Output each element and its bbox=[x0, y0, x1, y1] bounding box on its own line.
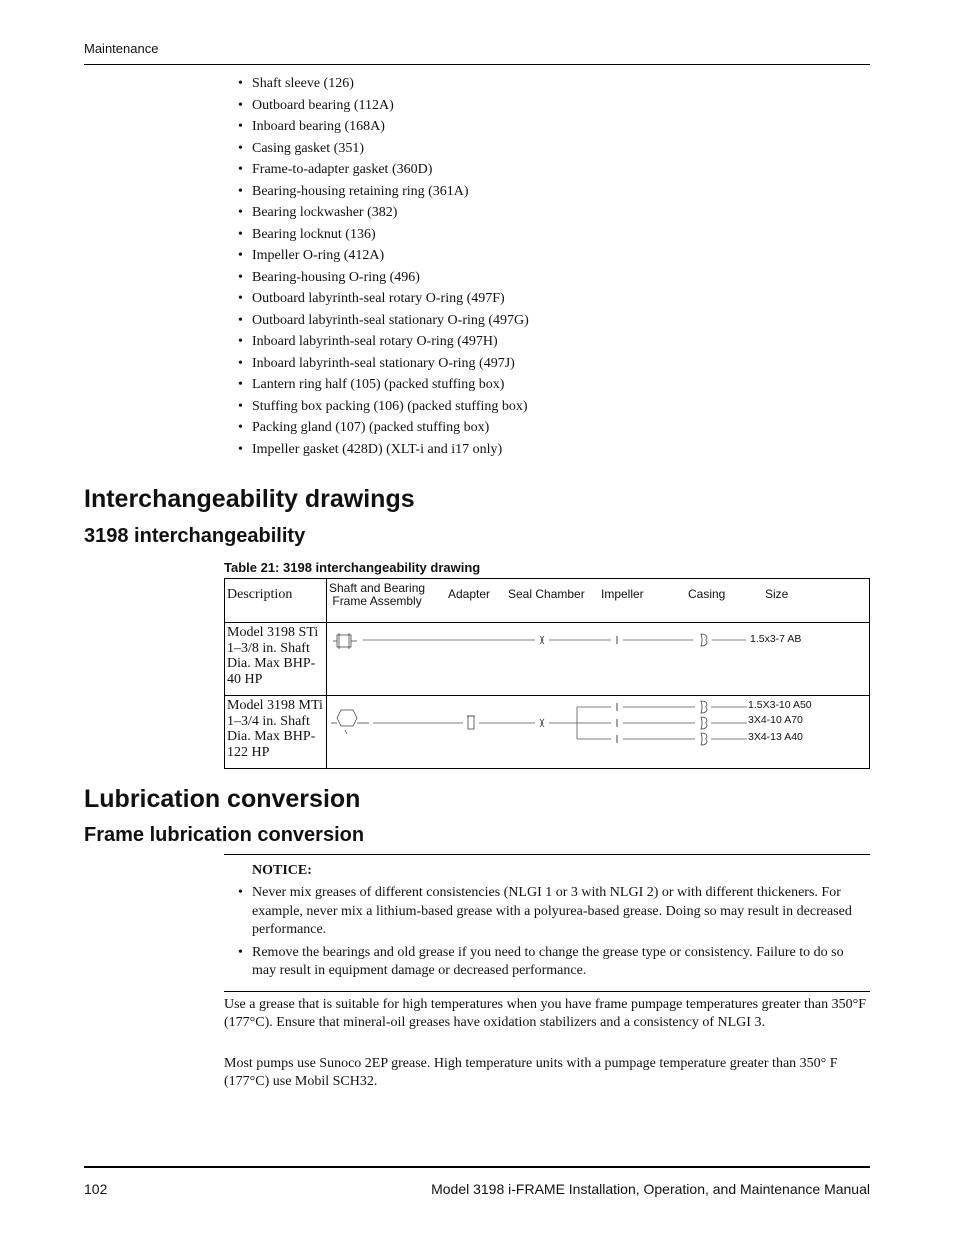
list-item: • Packing gland (107) (packed stuffing box) bbox=[238, 417, 529, 439]
connector-line bbox=[711, 707, 747, 739]
list-item: • Inboard bearing (168A) bbox=[238, 116, 529, 138]
header-rule bbox=[84, 64, 870, 65]
list-item: • Impeller O-ring (412A) bbox=[238, 245, 529, 267]
list-item: • Impeller gasket (428D) (XLT-i and i17 only) bbox=[238, 439, 529, 461]
header-components bbox=[327, 579, 870, 623]
size-label: 3X4-13 A40 bbox=[748, 731, 803, 743]
list-item: • Bearing-housing O-ring (496) bbox=[238, 267, 529, 289]
footer-rule bbox=[84, 1166, 870, 1168]
subsection-title-frame-lubrication: Frame lubrication conversion bbox=[84, 824, 365, 846]
section-title-interchangeability: Interchangeability drawings bbox=[84, 485, 415, 513]
notice-rule-bottom bbox=[224, 991, 870, 992]
list-item: • Outboard labyrinth-seal stationary O-ring (497G) bbox=[238, 310, 529, 332]
body-paragraph: Most pumps use Sunoco 2EP grease. High temperature units with a pumpage temperature greater than 350° F (177°C) use Mobil SCH32. bbox=[224, 1056, 838, 1090]
notice-item: • Never mix greases of different consistencies (NLGI 1 or 3 with NLGI 2) or with different thickeners. For example, never mix a lithium-based grease with a polyurea-based grease. Doing so may result in decreased performance. bbox=[238, 884, 870, 940]
section-title-lubrication: Lubrication conversion bbox=[84, 785, 361, 813]
table-row bbox=[225, 696, 870, 769]
size-label: 1.5x3-7 AB bbox=[750, 633, 802, 645]
list-item: • Outboard labyrinth-seal rotary O-ring (497F) bbox=[238, 288, 529, 310]
table-row bbox=[225, 623, 870, 696]
size-label: 3X4-10 A70 bbox=[748, 714, 803, 726]
branch-lines bbox=[577, 707, 611, 739]
notice-list bbox=[238, 884, 870, 985]
table-caption: Table 21: 3198 interchangeability drawing bbox=[224, 560, 481, 575]
header-impeller: Impeller bbox=[601, 587, 644, 601]
list-item: • Inboard labyrinth-seal rotary O-ring (497H) bbox=[238, 331, 529, 353]
connector-line bbox=[623, 707, 695, 739]
parts-list bbox=[238, 73, 529, 460]
running-header: Maintenance bbox=[84, 41, 159, 56]
casing-icon bbox=[701, 701, 707, 745]
list-item: • Inboard labyrinth-seal stationary O-ring (497J) bbox=[238, 353, 529, 375]
list-item: • Frame-to-adapter gasket (360D) bbox=[238, 159, 529, 181]
seal-chamber-icon bbox=[540, 636, 544, 644]
adapter-icon bbox=[467, 716, 475, 729]
size-label: 1.5X3-10 A50 bbox=[748, 699, 812, 711]
list-item: • Lantern ring half (105) (packed stuffing box) bbox=[238, 374, 529, 396]
frame-assembly-icon bbox=[333, 633, 357, 649]
list-item: • Casing gasket (351) bbox=[238, 138, 529, 160]
header-adapter: Adapter bbox=[448, 587, 491, 601]
subsection-title-3198: 3198 interchangeability bbox=[84, 525, 306, 547]
list-item: • Shaft sleeve (126) bbox=[238, 73, 529, 95]
list-item: • Bearing locknut (136) bbox=[238, 224, 529, 246]
header-casing: Casing bbox=[688, 587, 726, 601]
notice-item: • Remove the bearings and old grease if you need to change the grease type or consistency. Failure to do so may result in equipment damage or decreased performance. bbox=[238, 944, 870, 981]
drawing-sti bbox=[327, 623, 870, 696]
row-description-mti: Model 3198 MTi 1–3/4 in. Shaft Dia. Max BHP-122 HP bbox=[225, 696, 327, 769]
list-item: • Outboard bearing (112A) bbox=[238, 95, 529, 117]
header-size: Size bbox=[765, 587, 789, 601]
notice-label: NOTICE: bbox=[252, 863, 312, 878]
list-item: • Bearing-housing retaining ring (361A) bbox=[238, 181, 529, 203]
notice-rule-top bbox=[224, 854, 870, 855]
list-item: • Stuffing box packing (106) (packed stuffing box) bbox=[238, 396, 529, 418]
row-description-sti: Model 3198 STi 1–3/8 in. Shaft Dia. Max BHP-40 HP bbox=[225, 623, 327, 696]
casing-icon bbox=[701, 634, 707, 646]
header-description: Description bbox=[225, 579, 327, 623]
list-item: • Bearing lockwasher (382) bbox=[238, 202, 529, 224]
interchangeability-table bbox=[224, 578, 870, 769]
manual-title: Model 3198 i-FRAME Installation, Operation, and Maintenance Manual bbox=[431, 1181, 870, 1197]
drawing-mti bbox=[327, 696, 870, 769]
header-seal-chamber: Seal Chamber bbox=[508, 587, 585, 601]
page-number: 102 bbox=[84, 1181, 108, 1197]
frame-assembly-icon bbox=[331, 710, 369, 734]
seal-chamber-icon bbox=[540, 719, 544, 727]
table-header-row bbox=[225, 579, 870, 623]
body-paragraph: Use a grease that is suitable for high temperatures when you have frame pumpage temperatures greater than 350°F (177°C). Ensure that mineral-oil greases have oxidation stabilizers and a consistency of NLGI 3. bbox=[224, 997, 866, 1031]
header-frame-assembly: Shaft and Bearing Frame Assembly bbox=[329, 581, 426, 608]
